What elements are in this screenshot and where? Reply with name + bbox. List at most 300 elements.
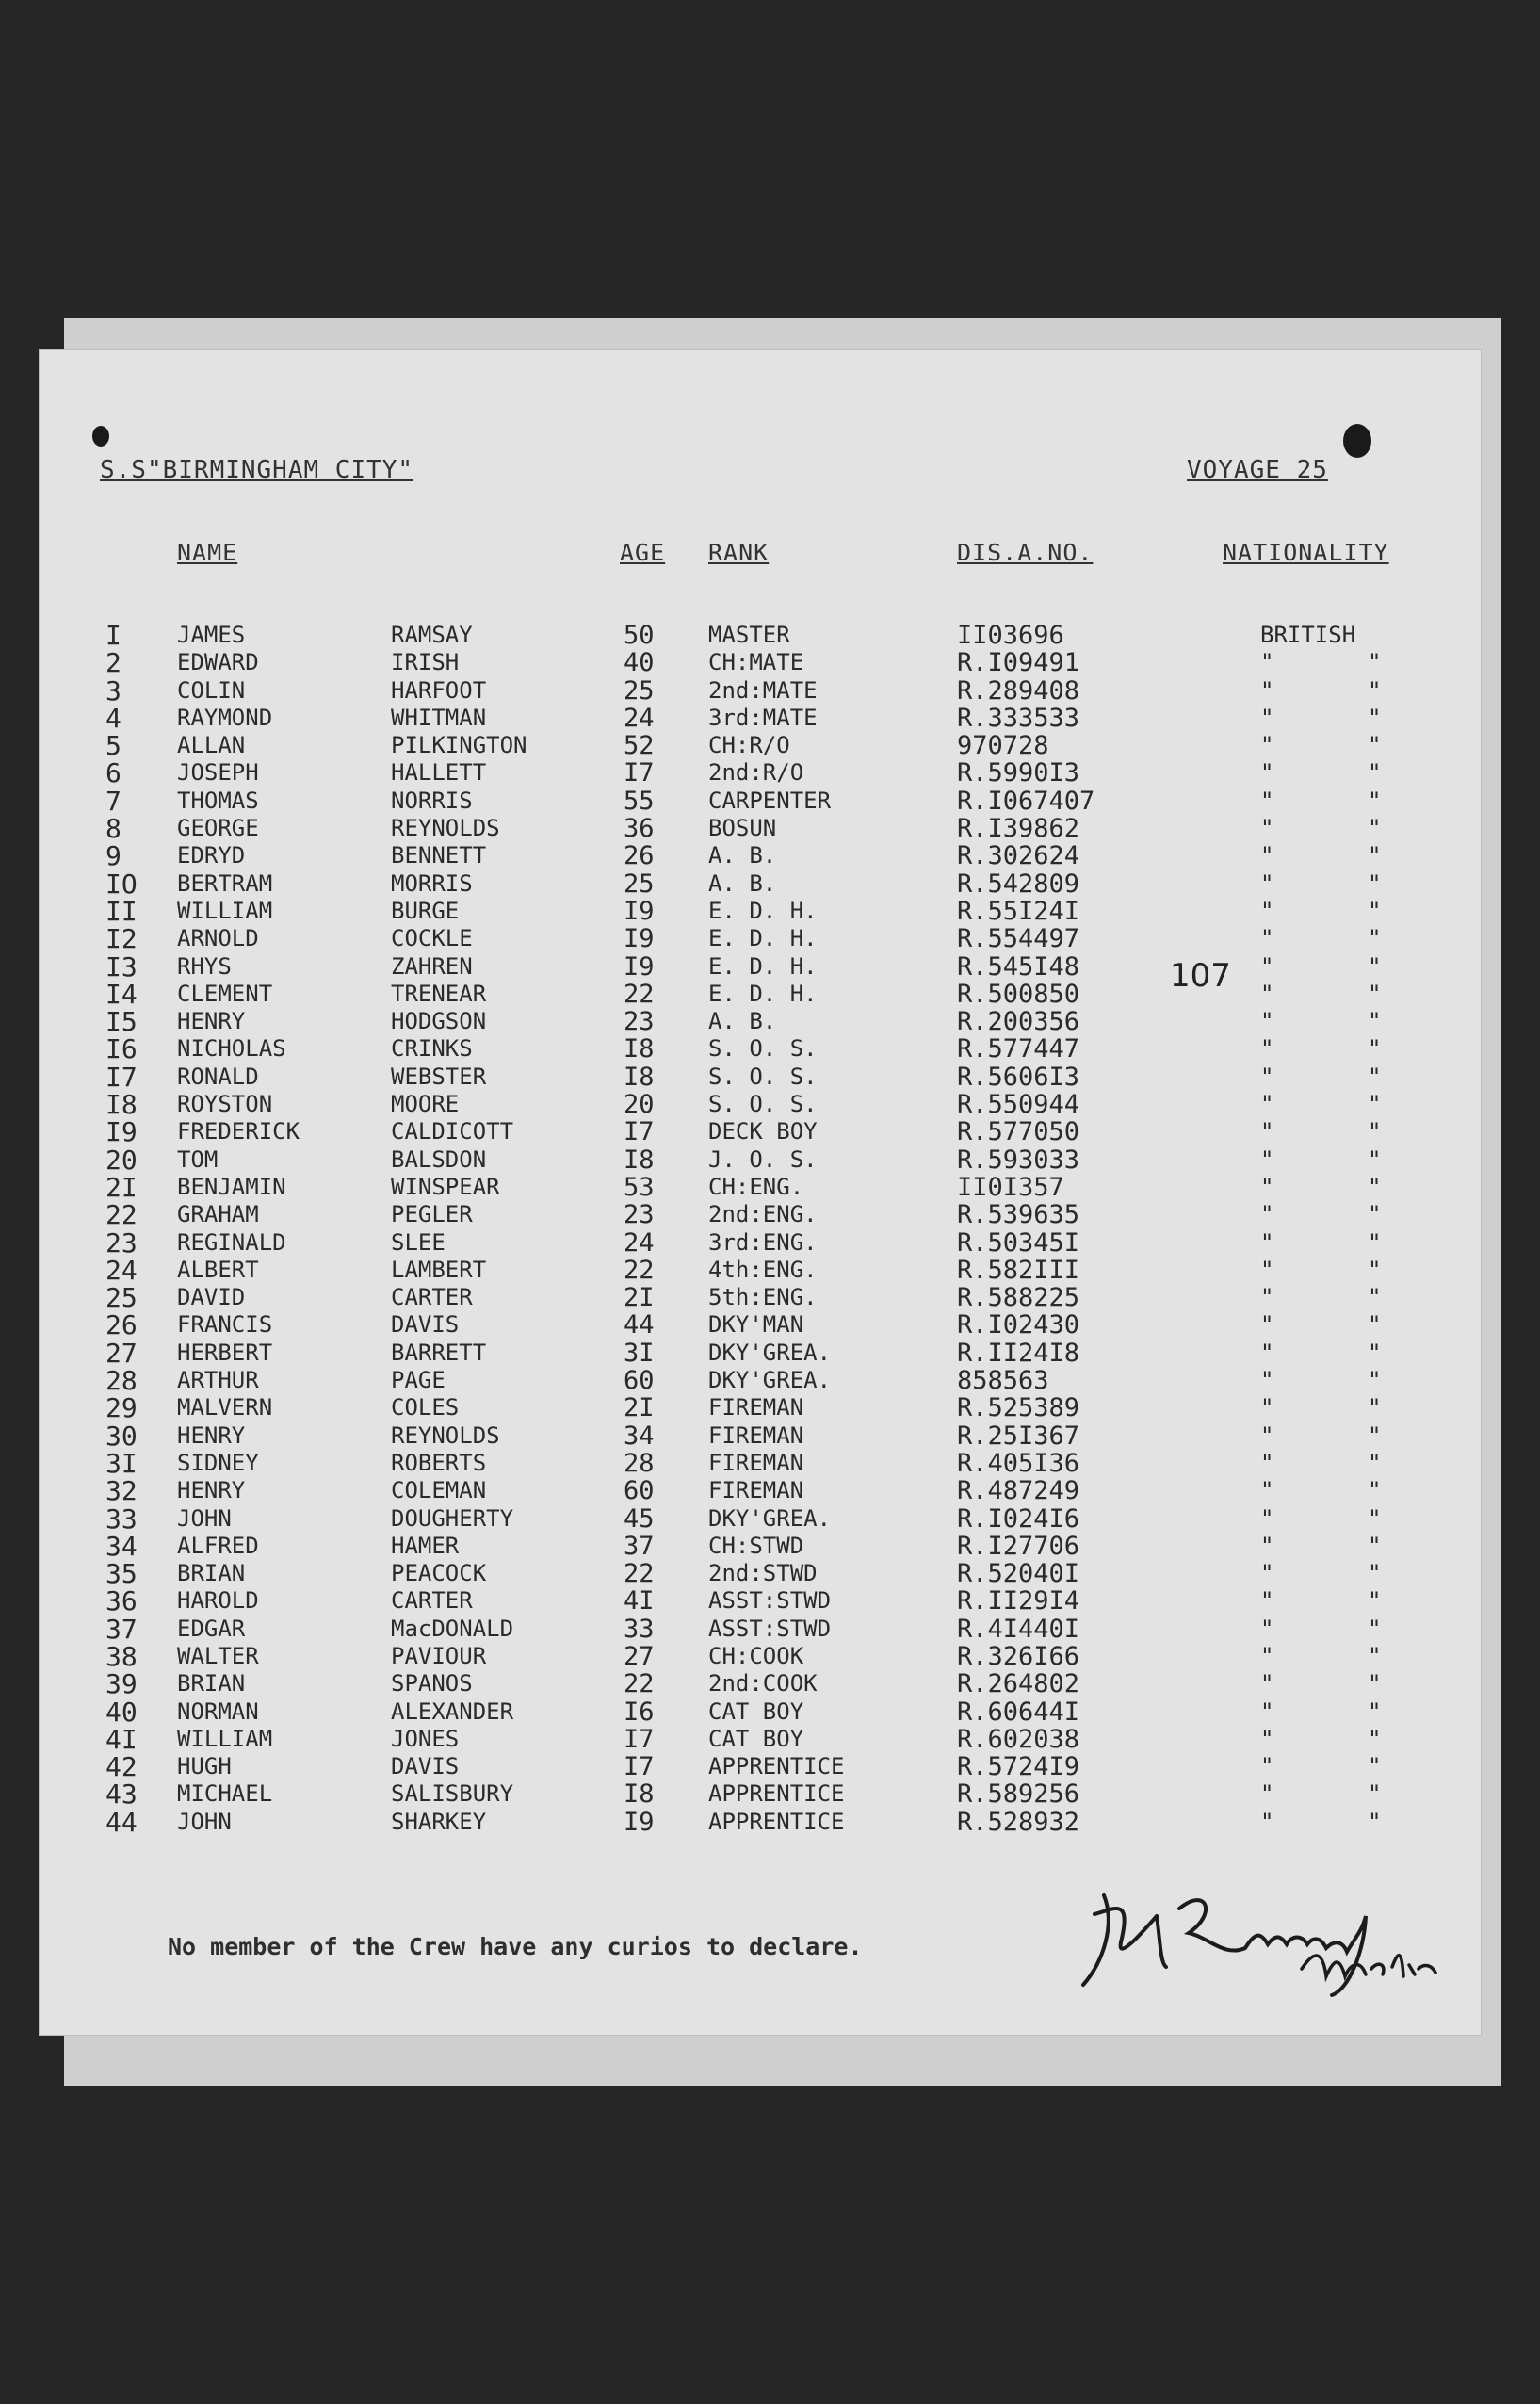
crew-last-name: LAMBERT: [391, 1256, 487, 1283]
column-header-nationality: NATIONALITY: [1223, 539, 1389, 566]
crew-last-name: COLEMAN: [391, 1477, 487, 1504]
crew-age: 22: [624, 1255, 655, 1285]
row-number: 2I: [105, 1171, 138, 1203]
table-row: [40, 759, 1481, 787]
crew-first-name: MALVERN: [177, 1394, 273, 1421]
crew-nationality: ": [1260, 1449, 1274, 1476]
crew-rank: APPRENTICE: [708, 1780, 845, 1808]
crew-dis-a-no: R.55I24I: [957, 896, 1080, 926]
crew-rank: FIREMAN: [708, 1421, 804, 1449]
crew-dis-a-no: R.II24I8: [957, 1338, 1080, 1368]
crew-age: 20: [624, 1090, 655, 1120]
crew-rank: CAT BOY: [708, 1725, 804, 1752]
crew-last-name: HALLETT: [391, 759, 487, 787]
crew-rank: ASST:STWD: [708, 1587, 832, 1615]
crew-dis-a-no: R.500850: [957, 979, 1080, 1009]
crew-nationality-ditto: ": [1368, 759, 1382, 787]
crew-last-name: BENNETT: [391, 842, 487, 869]
crew-rank: CAT BOY: [708, 1697, 804, 1725]
crew-first-name: WILLIAM: [177, 1725, 273, 1752]
crew-age: 25: [624, 869, 655, 899]
crew-dis-a-no: R.5724I9: [957, 1752, 1080, 1782]
crew-last-name: JONES: [391, 1725, 460, 1752]
crew-rank: E. D. H.: [708, 925, 818, 952]
row-number: 5: [105, 730, 122, 762]
row-number: 40: [105, 1696, 138, 1728]
crew-rank: CH:COOK: [708, 1642, 804, 1669]
crew-dis-a-no: R.302624: [957, 841, 1080, 871]
table-row: [40, 1282, 1481, 1314]
crew-rank: CH:STWD: [708, 1532, 804, 1559]
crew-age: I8: [624, 1145, 655, 1175]
row-number: 33: [105, 1502, 138, 1535]
table-row: [40, 1751, 1481, 1783]
crew-first-name: BRIAN: [177, 1560, 246, 1587]
crew-age: 40: [624, 648, 655, 678]
crew-last-name: REYNOLDS: [391, 815, 500, 842]
crew-nationality-ditto: ": [1368, 1477, 1382, 1504]
crew-age: 44: [624, 1310, 655, 1340]
table-row: [40, 1613, 1481, 1645]
master-signature: [1066, 1858, 1462, 1999]
crew-nationality: ": [1260, 1808, 1274, 1835]
crew-dis-a-no: R.577447: [957, 1034, 1080, 1064]
crew-age: 2I: [624, 1283, 655, 1313]
crew-rank: CARPENTER: [708, 787, 832, 814]
crew-last-name: PAVIOUR: [391, 1642, 487, 1669]
row-number: I: [105, 620, 122, 651]
crew-last-name: HARFOOT: [391, 676, 487, 704]
crew-age: 60: [624, 1366, 655, 1396]
row-number: 28: [105, 1365, 138, 1397]
crew-first-name: NORMAN: [177, 1697, 259, 1725]
row-number: 36: [105, 1585, 138, 1617]
crew-rank: DECK BOY: [708, 1118, 818, 1145]
crew-last-name: ROBERTS: [391, 1449, 487, 1476]
table-row: [40, 1199, 1481, 1231]
crew-age: 45: [624, 1503, 655, 1534]
table-row: [40, 1392, 1481, 1424]
crew-last-name: COCKLE: [391, 925, 473, 952]
crew-last-name: SHARKEY: [391, 1808, 487, 1835]
crew-nationality-ditto: ": [1368, 1753, 1382, 1780]
crew-last-name: RAMSAY: [391, 622, 473, 648]
crew-last-name: MacDONALD: [391, 1615, 514, 1642]
crew-nationality: ": [1260, 1697, 1274, 1725]
crew-first-name: HENRY: [177, 1421, 246, 1449]
crew-last-name: BALSDON: [391, 1145, 487, 1173]
crew-last-name: DAVIS: [391, 1753, 460, 1780]
row-number: 42: [105, 1751, 138, 1783]
table-row: [40, 1089, 1481, 1121]
crew-nationality-ditto: ": [1368, 1311, 1382, 1339]
crew-nationality-ditto: ": [1368, 1063, 1382, 1090]
crew-dis-a-no: R.60644I: [957, 1697, 1080, 1727]
crew-age: 25: [624, 675, 655, 706]
crew-dis-a-no: R.289408: [957, 675, 1080, 706]
crew-nationality-ditto: ": [1368, 676, 1382, 704]
crew-rank: APPRENTICE: [708, 1753, 845, 1780]
table-row: [40, 923, 1481, 955]
crew-nationality: ": [1260, 1035, 1274, 1063]
crew-dis-a-no: R.542809: [957, 869, 1080, 899]
crew-nationality: ": [1260, 1421, 1274, 1449]
crew-rank: E. D. H.: [708, 980, 818, 1007]
row-number: 23: [105, 1226, 138, 1259]
crew-dis-a-no: 858563: [957, 1366, 1049, 1396]
crew-age: I8: [624, 1062, 655, 1092]
crew-first-name: GEORGE: [177, 815, 259, 842]
crew-first-name: SIDNEY: [177, 1449, 259, 1476]
crew-nationality: ": [1260, 980, 1274, 1007]
row-number: 3: [105, 674, 122, 707]
crew-rank: E. D. H.: [708, 952, 818, 980]
crew-rank: CH:R/O: [708, 732, 790, 759]
row-number: 26: [105, 1309, 138, 1341]
crew-nationality-ditto: ": [1368, 1201, 1382, 1228]
crew-age: I8: [624, 1779, 655, 1810]
crew-nationality-ditto: ": [1368, 842, 1382, 869]
crew-rank: ASST:STWD: [708, 1615, 832, 1642]
crew-nationality: ": [1260, 1173, 1274, 1200]
table-row: [40, 1558, 1481, 1590]
crew-nationality: ": [1260, 649, 1274, 676]
crew-dis-a-no: II03696: [957, 621, 1064, 650]
crew-nationality: ": [1260, 1477, 1274, 1504]
crew-first-name: GRAHAM: [177, 1201, 259, 1228]
curios-declaration: No member of the Crew have any curios to declare.: [168, 1933, 863, 1960]
crew-nationality: ": [1260, 1311, 1274, 1339]
crew-last-name: PAGE: [391, 1367, 446, 1394]
crew-nationality: ": [1260, 925, 1274, 952]
crew-first-name: ALFRED: [177, 1532, 259, 1559]
crew-dis-a-no: R.264802: [957, 1669, 1080, 1699]
crew-age: 52: [624, 731, 655, 761]
row-number: I6: [105, 1033, 138, 1065]
crew-nationality-ditto: ": [1368, 1145, 1382, 1173]
table-row: [40, 1668, 1481, 1700]
table-row: [40, 1447, 1481, 1479]
crew-last-name: WEBSTER: [391, 1063, 487, 1090]
crew-nationality: ": [1260, 676, 1274, 704]
crew-age: 22: [624, 1559, 655, 1589]
row-number: 20: [105, 1144, 138, 1176]
crew-age: I9: [624, 924, 655, 954]
crew-age: I9: [624, 896, 655, 926]
crew-age: 3I: [624, 1338, 655, 1368]
crew-dis-a-no: R.I27706: [957, 1531, 1080, 1561]
crew-nationality-ditto: ": [1368, 1228, 1382, 1256]
crew-nationality: ": [1260, 952, 1274, 980]
crew-dis-a-no: R.II29I4: [957, 1586, 1080, 1616]
crew-nationality-ditto: ": [1368, 1256, 1382, 1283]
crew-nationality: ": [1260, 1725, 1274, 1752]
crew-first-name: TOM: [177, 1145, 219, 1173]
crew-rank: APPRENTICE: [708, 1808, 845, 1835]
row-number: 4I: [105, 1723, 138, 1755]
crew-dis-a-no: R.I09491: [957, 648, 1080, 678]
crew-nationality-ditto: ": [1368, 1339, 1382, 1366]
crew-rank: DKY'GREA.: [708, 1339, 832, 1366]
column-header-rank: RANK: [708, 539, 770, 566]
crew-first-name: DAVID: [177, 1284, 246, 1311]
crew-nationality: ": [1260, 1145, 1274, 1173]
crew-nationality-ditto: ": [1368, 1587, 1382, 1615]
crew-dis-a-no: R.602038: [957, 1724, 1080, 1754]
row-number: 39: [105, 1668, 138, 1700]
crew-nationality-ditto: ": [1368, 980, 1382, 1007]
crew-dis-a-no: II0I357: [957, 1172, 1064, 1202]
crew-dis-a-no: R.333533: [957, 703, 1080, 733]
crew-first-name: MICHAEL: [177, 1780, 273, 1808]
crew-first-name: HENRY: [177, 1008, 246, 1035]
table-row: [40, 785, 1481, 817]
table-row: [40, 1779, 1481, 1811]
crew-dis-a-no: R.554497: [957, 924, 1080, 954]
crew-first-name: EDGAR: [177, 1615, 246, 1642]
crew-rank: FIREMAN: [708, 1449, 804, 1476]
column-header-name: NAME: [177, 539, 238, 566]
crew-rank: FIREMAN: [708, 1394, 804, 1421]
crew-last-name: CARTER: [391, 1284, 473, 1311]
crew-rank: J. O. S.: [708, 1145, 818, 1173]
crew-nationality-ditto: ": [1368, 1560, 1382, 1587]
table-row: [40, 1640, 1481, 1672]
crew-nationality-ditto: ": [1368, 649, 1382, 676]
table-row: [40, 622, 1481, 649]
row-number: 34: [105, 1530, 138, 1562]
crew-rank: DKY'MAN: [708, 1311, 804, 1339]
row-number: I8: [105, 1089, 138, 1121]
table-row: [40, 1254, 1481, 1286]
crew-nationality: ": [1260, 704, 1274, 731]
crew-last-name: WHITMAN: [391, 704, 487, 731]
table-row: [40, 1365, 1481, 1397]
crew-nationality: ": [1260, 1560, 1274, 1587]
crew-last-name: MORRIS: [391, 869, 473, 897]
crew-age: 60: [624, 1476, 655, 1506]
crew-dis-a-no: R.588225: [957, 1283, 1080, 1313]
crew-nationality: ": [1260, 1284, 1274, 1311]
crew-age: 55: [624, 786, 655, 816]
crew-nationality: ": [1260, 1587, 1274, 1615]
crew-last-name: TRENEAR: [391, 980, 487, 1007]
crew-nationality: ": [1260, 1008, 1274, 1035]
table-row: [40, 840, 1481, 872]
crew-rank: CH:MATE: [708, 649, 804, 676]
crew-nationality-ditto: ": [1368, 1394, 1382, 1421]
crew-first-name: RAYMOND: [177, 704, 273, 731]
table-row: [40, 1698, 1481, 1726]
crew-nationality: ": [1260, 842, 1274, 869]
crew-last-name: NORRIS: [391, 787, 473, 814]
row-number: 22: [105, 1199, 138, 1231]
crew-nationality: ": [1260, 1339, 1274, 1366]
ink-blot: [92, 426, 109, 447]
crew-last-name: PILKINGTON: [391, 732, 527, 759]
crew-age: 23: [624, 1007, 655, 1037]
row-number: 43: [105, 1779, 138, 1811]
crew-first-name: HERBERT: [177, 1339, 273, 1366]
row-number: 30: [105, 1420, 138, 1452]
crew-last-name: COLES: [391, 1394, 460, 1421]
crew-last-name: ZAHREN: [391, 952, 473, 980]
crew-nationality: ": [1260, 759, 1274, 787]
table-row: [40, 1061, 1481, 1093]
crew-nationality: ": [1260, 732, 1274, 759]
crew-first-name: HUGH: [177, 1753, 232, 1780]
ship-name: S.S"BIRMINGHAM CITY": [100, 456, 414, 484]
crew-age: 37: [624, 1531, 655, 1561]
crew-nationality: ": [1260, 897, 1274, 924]
table-row: [40, 1422, 1481, 1450]
crew-age: I7: [624, 1724, 655, 1754]
crew-age: 50: [624, 621, 655, 650]
crew-nationality-ditto: ": [1368, 815, 1382, 842]
crew-last-name: BURGE: [391, 897, 460, 924]
crew-first-name: EDRYD: [177, 842, 246, 869]
row-number: 2: [105, 647, 122, 679]
crew-age: 22: [624, 1669, 655, 1699]
crew-nationality: ": [1260, 1753, 1274, 1780]
crew-rank: FIREMAN: [708, 1477, 804, 1504]
row-number: I5: [105, 1006, 138, 1038]
table-row: [40, 702, 1481, 734]
crew-last-name: SLEE: [391, 1228, 446, 1256]
crew-dis-a-no: R.589256: [957, 1779, 1080, 1810]
crew-dis-a-no: R.405I36: [957, 1448, 1080, 1478]
row-number: 35: [105, 1558, 138, 1590]
handwritten-annotation: 107: [1170, 957, 1231, 995]
crew-last-name: ALEXANDER: [391, 1697, 514, 1725]
table-row: [40, 1311, 1481, 1339]
crew-first-name: FREDERICK: [177, 1118, 300, 1145]
crew-dis-a-no: R.25I367: [957, 1421, 1080, 1451]
crew-last-name: CALDICOTT: [391, 1118, 514, 1145]
row-number: 3I: [105, 1447, 138, 1479]
row-number: 27: [105, 1337, 138, 1369]
crew-rank: 3rd:ENG.: [708, 1228, 818, 1256]
crew-nationality: ": [1260, 815, 1274, 842]
crew-first-name: JOHN: [177, 1504, 232, 1532]
row-number: II: [105, 895, 138, 927]
crew-last-name: IRISH: [391, 649, 460, 676]
crew-age: I6: [624, 1697, 655, 1727]
crew-rank: S. O. S.: [708, 1091, 818, 1118]
table-row: [40, 1502, 1481, 1535]
row-number: 7: [105, 785, 122, 817]
crew-rank: 2nd:ENG.: [708, 1201, 818, 1228]
crew-dis-a-no: R.52040I: [957, 1559, 1080, 1589]
table-row: [40, 978, 1481, 1010]
crew-nationality-ditto: ": [1368, 1642, 1382, 1669]
table-row: [40, 1146, 1481, 1174]
row-number: IO: [105, 868, 138, 900]
column-header-age: AGE: [620, 539, 666, 566]
crew-first-name: BERTRAM: [177, 869, 273, 897]
crew-first-name: JOHN: [177, 1808, 232, 1835]
crew-dis-a-no: R.5606I3: [957, 1062, 1080, 1092]
row-number: 6: [105, 757, 122, 789]
table-row: [40, 950, 1481, 983]
table-row: [40, 1530, 1481, 1562]
crew-nationality-ditto: ": [1368, 1670, 1382, 1697]
crew-dis-a-no: R.593033: [957, 1145, 1080, 1175]
crew-dis-a-no: R.550944: [957, 1090, 1080, 1120]
crew-first-name: ARNOLD: [177, 925, 259, 952]
crew-age: 26: [624, 841, 655, 871]
crew-dis-a-no: R.525389: [957, 1393, 1080, 1423]
row-number: I4: [105, 978, 138, 1010]
crew-nationality: ": [1260, 1201, 1274, 1228]
crew-last-name: SALISBURY: [391, 1780, 514, 1808]
crew-rank: BOSUN: [708, 815, 777, 842]
crew-age: 34: [624, 1421, 655, 1451]
crew-nationality-ditto: ": [1368, 1615, 1382, 1642]
row-number: 44: [105, 1806, 138, 1838]
crew-nationality-ditto: ": [1368, 897, 1382, 924]
crew-rank: MASTER: [708, 622, 790, 648]
crew-first-name: BENJAMIN: [177, 1173, 286, 1200]
crew-nationality-ditto: ": [1368, 1449, 1382, 1476]
row-number: 4: [105, 702, 122, 734]
table-row: [40, 647, 1481, 679]
crew-last-name: CRINKS: [391, 1035, 473, 1063]
table-row: [40, 1723, 1481, 1755]
crew-nationality-ditto: ": [1368, 1091, 1382, 1118]
crew-nationality: ": [1260, 1615, 1274, 1642]
crew-nationality-ditto: ": [1368, 952, 1382, 980]
crew-nationality: ": [1260, 1532, 1274, 1559]
table-row: [40, 813, 1481, 845]
crew-dis-a-no: R.I024I6: [957, 1503, 1080, 1534]
crew-last-name: CARTER: [391, 1587, 473, 1615]
crew-last-name: PEACOCK: [391, 1560, 487, 1587]
voyage-number: VOYAGE 25: [1187, 456, 1328, 484]
crew-dis-a-no: R.I02430: [957, 1310, 1080, 1340]
crew-rank: A. B.: [708, 1008, 777, 1035]
crew-first-name: NICHOLAS: [177, 1035, 286, 1063]
table-row: [40, 870, 1481, 898]
crew-age: 24: [624, 703, 655, 733]
crew-nationality: ": [1260, 787, 1274, 814]
crew-dis-a-no: R.5990I3: [957, 758, 1080, 788]
crew-first-name: ALLAN: [177, 732, 246, 759]
crew-nationality: ": [1260, 1780, 1274, 1808]
table-row: [40, 1587, 1481, 1615]
crew-nationality-ditto: ": [1368, 1008, 1382, 1035]
crew-nationality: ": [1260, 1367, 1274, 1394]
crew-dis-a-no: R.50345I: [957, 1227, 1080, 1258]
crew-first-name: ARTHUR: [177, 1367, 259, 1394]
crew-age: 53: [624, 1172, 655, 1202]
row-number: 24: [105, 1254, 138, 1286]
crew-nationality-ditto: ": [1368, 1118, 1382, 1145]
crew-first-name: RHYS: [177, 952, 232, 980]
crew-age: 22: [624, 979, 655, 1009]
crew-last-name: DOUGHERTY: [391, 1504, 514, 1532]
crew-nationality: ": [1260, 1670, 1274, 1697]
crew-rank: 3rd:MATE: [708, 704, 818, 731]
crew-nationality: BRITISH: [1260, 622, 1356, 648]
crew-age: 28: [624, 1448, 655, 1478]
crew-list-document: [40, 350, 1481, 2035]
crew-age: 27: [624, 1641, 655, 1671]
row-number: 25: [105, 1282, 138, 1314]
crew-nationality: ": [1260, 1642, 1274, 1669]
crew-dis-a-no: R.I067407: [957, 786, 1095, 816]
row-number: 9: [105, 840, 122, 872]
